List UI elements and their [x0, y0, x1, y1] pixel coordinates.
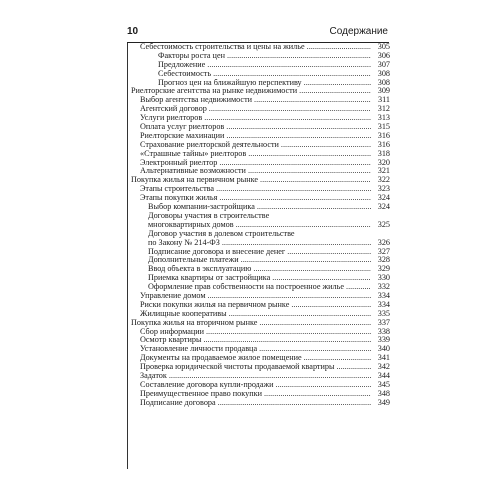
- toc-entry-page: 308: [377, 69, 390, 78]
- toc-entry-page: 332: [377, 283, 390, 292]
- dot-leader: [209, 105, 371, 114]
- toc-entry-page: 329: [377, 265, 390, 274]
- toc-entry-page: 337: [377, 318, 390, 327]
- dot-leader: [346, 283, 371, 292]
- toc-entry: [128, 328, 390, 337]
- toc-entry-title: Прогноз цен на ближайшую перспективу: [158, 78, 302, 87]
- toc-entry-page: 318: [377, 149, 390, 158]
- toc-entry-page: 339: [377, 336, 390, 345]
- toc-entry-page: 341: [377, 354, 390, 363]
- toc-entry: [128, 390, 390, 399]
- toc-entry-title: Покупка жилья на первичном рынке: [131, 176, 259, 185]
- toc-entry-title-continued: по Закону № 214-ФЗ: [148, 237, 220, 247]
- toc-entry: [128, 399, 390, 408]
- dot-leader: [219, 194, 371, 203]
- toc-entry-page: 315: [377, 123, 390, 131]
- toc-entry-title: Себестоимость строительства и цены на жилье: [140, 43, 305, 51]
- dot-leader: [291, 301, 371, 310]
- dot-leader: [281, 141, 371, 150]
- toc-entry-title: Приемка квартиры от застройщика: [148, 274, 271, 283]
- toc-entry-title: Услуги риелторов: [140, 114, 203, 123]
- toc-entry-title: Покупка жилья на вторичном рынке: [131, 318, 258, 327]
- toc-entry-title: Агентский договор: [140, 105, 207, 114]
- toc-entry: [128, 185, 390, 194]
- dot-leader: [248, 167, 371, 176]
- toc-entry: [128, 274, 390, 283]
- toc-entry-page: 349: [377, 398, 390, 407]
- toc-entry: [128, 230, 390, 248]
- dot-leader: [257, 203, 371, 212]
- toc-entry-title: Альтернативные возможности: [140, 167, 246, 176]
- dot-leader: [304, 354, 371, 363]
- dot-leader: [287, 248, 371, 257]
- toc-entry: [128, 132, 390, 141]
- toc-entry-page: 348: [377, 389, 390, 398]
- toc-entry-page: 316: [377, 140, 390, 149]
- toc-entry-page: 322: [377, 176, 390, 185]
- dot-leader: [219, 159, 371, 168]
- toc-entry-title: Жилищные кооперативы: [140, 309, 227, 318]
- toc-entry-title: Управление домом: [140, 291, 206, 300]
- toc-entry: [128, 167, 390, 176]
- dot-leader: [259, 345, 371, 354]
- toc-entry: [128, 123, 390, 132]
- dot-leader: [226, 132, 371, 141]
- dot-leader: [227, 52, 371, 61]
- toc-entry-title: Электронный риелтор: [140, 158, 218, 167]
- toc-entry: [128, 310, 390, 319]
- toc-entry-title: Оформление прав собственности на построенное жилье: [148, 283, 345, 292]
- toc-entry: [128, 52, 390, 61]
- toc-entry-title: Оплата услуг риелторов: [140, 123, 225, 132]
- toc-entry-page: 316: [377, 131, 390, 140]
- toc-entry: [128, 43, 390, 52]
- toc-entry-title: «Страшные тайны» риелторов: [140, 149, 247, 158]
- toc-entry: [128, 114, 390, 123]
- toc-entry-page: 309: [377, 87, 390, 96]
- toc-entry-page: 308: [377, 78, 390, 87]
- toc-entry: [128, 345, 390, 354]
- toc-entry-title: Сбор информации: [140, 327, 204, 336]
- toc-entry-title: Выбор агентства недвижимости: [140, 96, 253, 105]
- toc-entry-page: 327: [377, 247, 390, 256]
- dot-leader: [272, 274, 371, 283]
- toc-entry: [128, 212, 390, 230]
- toc-entry: [128, 194, 390, 203]
- toc-entry-title: Документы на продаваемое жилое помещение: [140, 354, 302, 363]
- dot-leader: [253, 265, 371, 274]
- toc-entry-title: Страхование риелторской деятельности: [140, 140, 279, 149]
- toc-entry-title: Предложение: [158, 60, 206, 69]
- toc-entry: [128, 79, 390, 88]
- toc-entry-title-continued: многоквартирных домов: [148, 219, 234, 229]
- dot-leader: [207, 61, 371, 70]
- toc-entry-page: 338: [377, 327, 390, 336]
- toc-entry-title: Риелторские махинации: [140, 131, 225, 140]
- toc-entry-page: 313: [377, 114, 390, 123]
- toc-entry-page: 321: [377, 167, 390, 176]
- toc-entry: [128, 248, 390, 257]
- toc-entry-page: 312: [377, 105, 390, 114]
- dot-leader: [304, 79, 371, 88]
- toc-entry: [128, 105, 390, 114]
- toc-entry-title: Риелторские агентства на рынке недвижимости: [131, 87, 298, 96]
- toc-entry-title: Осмотр квартиры: [140, 336, 202, 345]
- toc-entry-page: 320: [377, 158, 390, 167]
- toc-entry-page: 340: [377, 345, 390, 354]
- dot-leader: [226, 123, 371, 132]
- dot-leader: [213, 70, 371, 79]
- toc-entry-page: 323: [377, 185, 390, 194]
- toc-entry-page: 311: [378, 96, 390, 105]
- page-number: 10: [127, 26, 139, 37]
- toc-entry: [128, 159, 390, 168]
- toc-entry-title: Выбор компании-застройщика: [148, 203, 255, 212]
- toc-entry-title: Задаток: [140, 371, 167, 380]
- toc-entry-title: Составление договора купли-продажи: [140, 380, 274, 389]
- dot-leader: [248, 150, 371, 159]
- toc-entry: [128, 372, 390, 381]
- toc-entry-page: 345: [377, 380, 390, 389]
- toc-entry-title: Подписание договора и внесение денег: [148, 247, 286, 256]
- dot-leader: [254, 96, 371, 105]
- dot-leader: [169, 372, 371, 381]
- dot-leader: [218, 399, 371, 408]
- dot-leader: [203, 336, 371, 345]
- toc-entry-title: Проверка юридической чистоты продаваемой квартиры: [140, 363, 335, 372]
- toc-entry: [128, 256, 390, 265]
- toc-entry-page: 307: [377, 60, 390, 69]
- dot-leader: [336, 363, 371, 372]
- dot-leader: [222, 239, 371, 248]
- toc-entry: [128, 354, 390, 363]
- toc-entry-page: 334: [377, 291, 390, 300]
- toc-entry: [128, 265, 390, 274]
- toc-entry-title: Этапы покупки жилья: [140, 194, 218, 203]
- dot-leader: [264, 390, 371, 399]
- toc-entry: [128, 96, 390, 105]
- toc-entry: [128, 292, 390, 301]
- toc-entry-page: 328: [377, 256, 390, 265]
- table-of-contents: [127, 43, 390, 469]
- dot-leader: [259, 319, 371, 328]
- dot-leader: [260, 176, 371, 185]
- toc-entry: [128, 150, 390, 159]
- page-header: [127, 26, 388, 40]
- dot-leader: [206, 328, 371, 337]
- toc-entry: [128, 381, 390, 390]
- dot-leader: [299, 87, 371, 96]
- toc-entry-page: 306: [377, 51, 390, 60]
- toc-entry-page: 342: [377, 363, 390, 372]
- toc-entry-title: Установление личности продавца: [140, 345, 258, 354]
- toc-entry-page: 326: [377, 237, 390, 247]
- toc-entry: [128, 363, 390, 372]
- toc-entry-page: 334: [377, 300, 390, 309]
- toc-entry: [128, 70, 390, 79]
- toc-entry-page: 324: [377, 203, 390, 212]
- toc-entry-title: Факторы роста цен: [158, 51, 225, 60]
- dot-leader: [276, 381, 371, 390]
- dot-leader: [216, 185, 371, 194]
- toc-entry-title: Договор участия в долевом строительстве: [148, 229, 295, 238]
- toc-entry-title: Преимущественное право покупки: [140, 389, 262, 398]
- toc-entry-page: 344: [377, 371, 390, 380]
- toc-entry-title: Этапы строительства: [140, 185, 215, 194]
- toc-entry-title: Договоры участия в строительстве: [148, 211, 270, 220]
- toc-entry: [128, 283, 390, 292]
- toc-entry: [128, 336, 390, 345]
- toc-entry: [128, 61, 390, 70]
- dot-leader: [236, 221, 371, 230]
- toc-entry: [128, 301, 390, 310]
- toc-entry-page: 330: [377, 274, 390, 283]
- toc-entry-title: Дополнительные платежи: [148, 256, 239, 265]
- toc-entry: [128, 141, 390, 150]
- dot-leader: [204, 114, 371, 123]
- toc-entry: [128, 203, 390, 212]
- toc-entry-page: 305: [377, 43, 390, 51]
- toc-entry-title: Себестоимость: [158, 69, 212, 78]
- toc-entry-title: Ввод объекта в эксплуатацию: [148, 265, 252, 274]
- toc-entry-title: Подписание договора: [140, 398, 216, 407]
- dot-leader: [229, 310, 371, 319]
- toc-entry-page: 325: [377, 219, 390, 229]
- dot-leader: [208, 292, 371, 301]
- toc-entry: [128, 319, 390, 328]
- toc-entry: [128, 176, 390, 185]
- toc-entry: [128, 87, 390, 96]
- toc-entry-title: Риски покупки жилья на первичном рынке: [140, 300, 290, 309]
- dot-leader: [241, 256, 371, 265]
- dot-leader: [307, 43, 371, 52]
- toc-entry-page: 324: [377, 194, 390, 203]
- toc-entry-page: 335: [377, 309, 390, 318]
- section-title: Содержание: [329, 26, 388, 37]
